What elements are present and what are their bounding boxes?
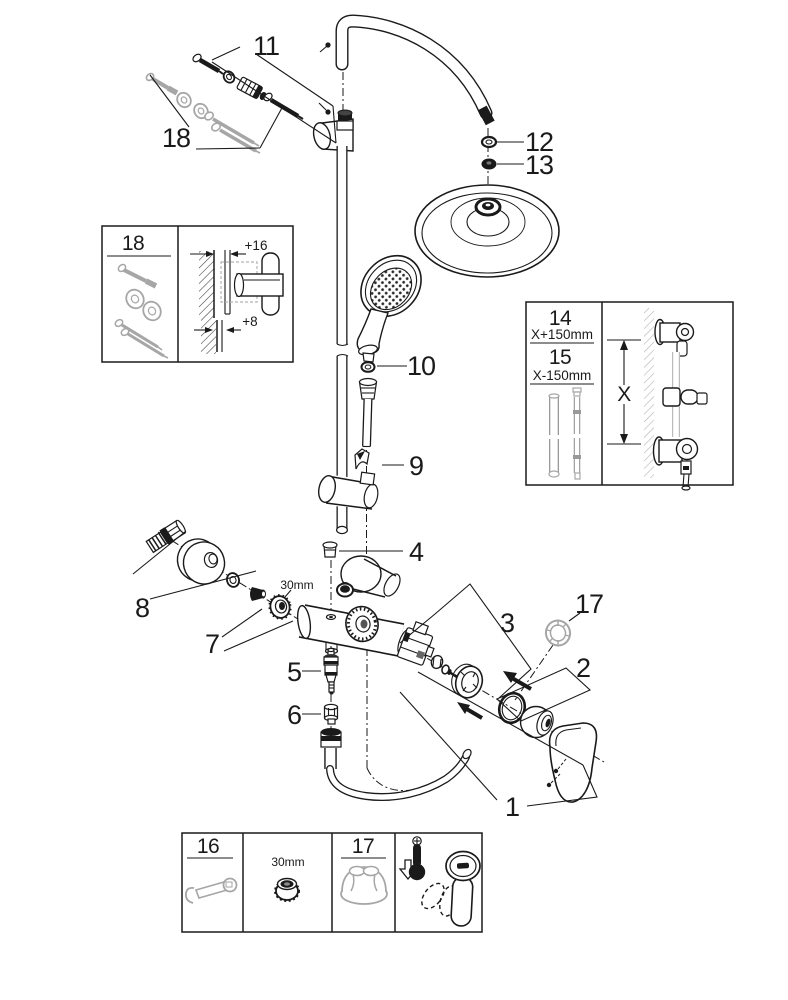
inset-rail-box: [526, 302, 733, 490]
flow-restrictor-cap: [543, 618, 573, 648]
part-label-13: 13: [524, 150, 554, 180]
rail-dim-14: X+150mm: [531, 327, 593, 342]
part-label-9: 9: [408, 451, 424, 481]
tool-17-number: 17: [351, 835, 375, 858]
part-label-2: 2: [575, 653, 591, 683]
tool-16-number: 16: [196, 835, 220, 858]
part-label-8: 8: [134, 593, 150, 623]
lever-handle: [547, 723, 597, 802]
rail-end-cap: [337, 526, 348, 533]
part-label-18: 18: [161, 123, 191, 153]
part-label-5: 5: [286, 657, 302, 687]
part-label-17: 17: [574, 589, 604, 619]
plug-4: [323, 542, 337, 557]
part-label-11: 11: [252, 31, 280, 61]
dim-tile-offset: +16: [244, 238, 268, 253]
mounting-screw-2: [262, 92, 303, 119]
dim-plaster-offset: +8: [242, 314, 258, 329]
wall-anchor: [236, 77, 267, 101]
rail-option-15: 15: [548, 346, 572, 369]
mixer-body: [296, 556, 404, 654]
mounting-screw-1: [191, 53, 223, 74]
mixer-nut-size: 30mm: [280, 578, 314, 592]
rail-dim-15: X-150mm: [532, 368, 592, 383]
hand-shower: [349, 244, 434, 362]
wall-hatch-upper: [199, 251, 214, 318]
part-label-1: 1: [504, 792, 520, 822]
cartridge-flange: [448, 661, 487, 701]
wall-hatch-rail: [644, 308, 654, 478]
rail-slider-bracket: [316, 449, 379, 509]
nut-icon: [275, 879, 299, 902]
washer-12: [482, 137, 496, 147]
part-label-4: 4: [408, 537, 424, 567]
cone-seal: [250, 587, 266, 601]
hand-shower-hose-nut: [360, 379, 377, 447]
rain-shower-head: [415, 185, 559, 277]
washer-10: [362, 362, 375, 372]
wall-hatch-lower: [201, 318, 216, 354]
inset-mounting-box: [102, 226, 293, 362]
screw-arrow-upper: [503, 671, 531, 689]
inset-mounting-number: 18: [121, 232, 145, 255]
rail-axis-label: X: [617, 383, 631, 406]
screw-arrow-lower: [457, 702, 482, 718]
part-label-12: 12: [524, 127, 554, 157]
part-label-7: 7: [204, 629, 220, 659]
shower-hose: [321, 728, 473, 797]
check-valve: [324, 648, 338, 694]
shower-rail: [337, 146, 348, 534]
washer-13: [482, 159, 497, 170]
union-nut-30mm: [267, 590, 293, 621]
tool-nut-size: 30mm: [271, 855, 305, 869]
part-label-3: 3: [499, 608, 515, 638]
shower-arm: [342, 21, 495, 125]
part-label-6: 6: [286, 700, 302, 730]
inset-tools-box: [182, 833, 482, 932]
part-label-10: 10: [406, 351, 436, 381]
washer-8: [225, 572, 240, 589]
rail-option-14: 14: [548, 307, 572, 330]
nut-6: [325, 704, 338, 724]
